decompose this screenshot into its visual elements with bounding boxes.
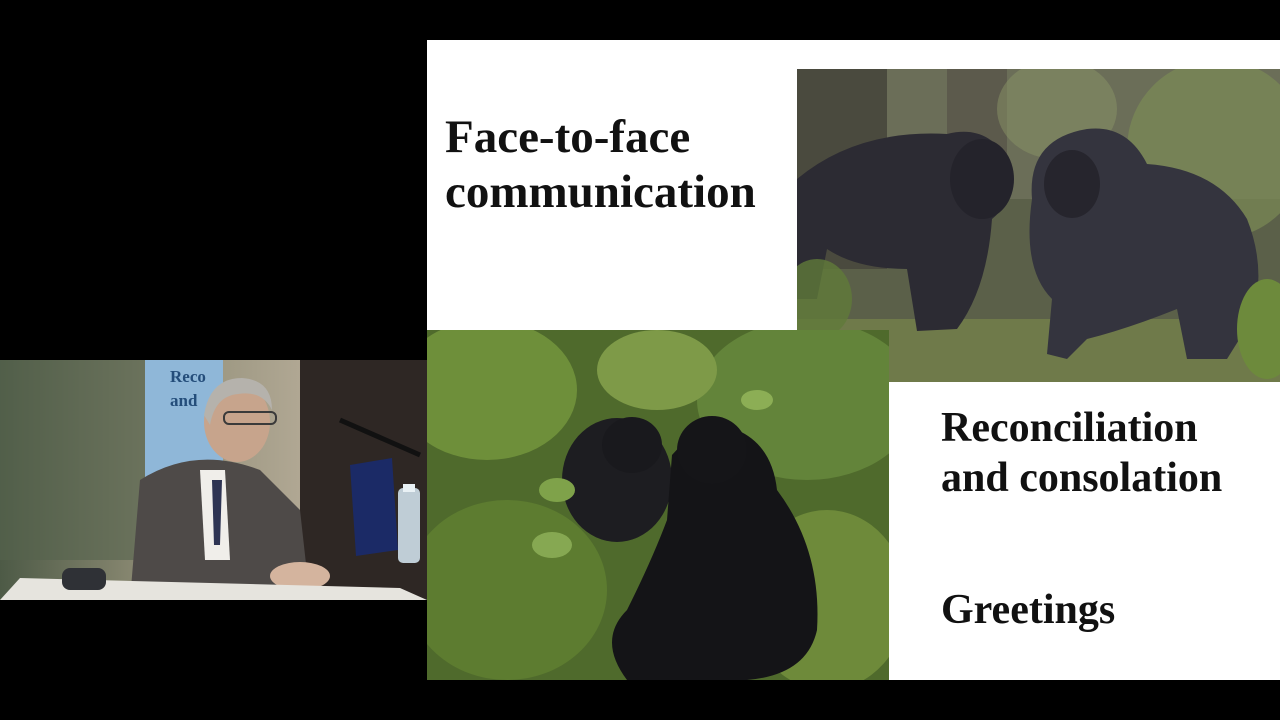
gorillas-in-foliage-photo: [427, 330, 889, 680]
caption-face-to-face: [445, 110, 756, 221]
caption-line: Reconciliation: [941, 405, 1198, 451]
caption-line: and consolation: [941, 454, 1223, 501]
caption-line: Face-to-face: [445, 111, 691, 163]
banner-text-1: Reco: [170, 367, 206, 386]
caption-line: communication: [445, 166, 756, 219]
speaker-scene: [0, 360, 427, 600]
caption-greetings: Greetings: [941, 587, 1116, 633]
caption-reconciliation: [941, 404, 1222, 503]
speaker-video-inset: [0, 360, 427, 600]
mouse: [62, 568, 106, 590]
presentation-slide: [427, 40, 1280, 680]
banner-text-2: and: [170, 391, 198, 410]
water-bottle: [398, 488, 420, 563]
